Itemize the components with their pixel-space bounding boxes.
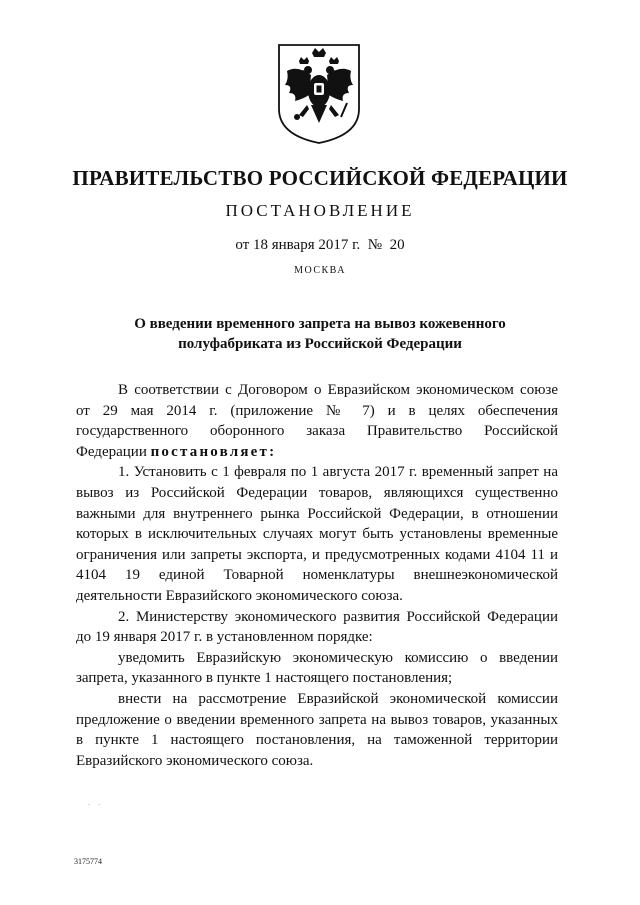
document-body bbox=[76, 380, 558, 771]
clause-1-paragraph: 1. Установить с 1 февраля по 1 августа 2017 г. временный запрет на вывоз из Российской Федерации товаров, являющихся существенно важными для внутреннего рынка Российской Федерации, в отношении которых в исключительных случаях могут быть установлены временные ограничения или запреты экспорта, и предусмотренных кодами 4104 11 и 4104 19 единой Товарной номенклатуры внешнеэкономической деятельности Евразийского экономического союза. bbox=[76, 464, 558, 604]
resolves-word: постановляет: bbox=[150, 443, 277, 460]
clause-2-paragraph: 2. Министерству экономического развития Российской Федерации до 19 января 2017 г. в установленном порядке: bbox=[76, 608, 558, 646]
decree-date-number: от 18 января 2017 г. № 20 bbox=[235, 237, 405, 253]
document-title bbox=[90, 314, 550, 354]
russian-coat-of-arms-icon bbox=[275, 43, 363, 145]
title-line-2: полуфабриката из Российской Федерации bbox=[178, 336, 462, 352]
document-type: ПОСТАНОВЛЕНИЕ bbox=[225, 201, 415, 220]
clause-2-item-submit: внести на рассмотрение Евразийской экономической комиссии предложение о введении временного запрета на вывоз товаров, указанных в пункте 1 настоящего постановления, на таможенной территории Евразийского экономического союза. bbox=[76, 690, 558, 769]
preamble-paragraph bbox=[76, 380, 558, 462]
document-number: 3175774 bbox=[74, 857, 102, 866]
title-line-1: О введении временного запрета на вывоз кожевенного bbox=[134, 316, 506, 332]
clause-2-item-notify: уведомить Евразийскую экономическую комиссию о введении запрета, указанного в пункте 1 настоящего постановления; bbox=[76, 649, 558, 687]
government-name: ПРАВИТЕЛЬСТВО РОССИЙСКОЙ ФЕДЕРАЦИИ bbox=[72, 166, 568, 190]
city-name: МОСКВА bbox=[294, 265, 346, 276]
faint-marks: . . bbox=[88, 798, 103, 807]
preamble-text: В соответствии с Договором о Евразийском экономическом союзе от 29 мая 2014 г. (приложение № 7) и в целях обеспечения государственного оборонного заказа Правительство Российской Федерации bbox=[76, 382, 558, 460]
